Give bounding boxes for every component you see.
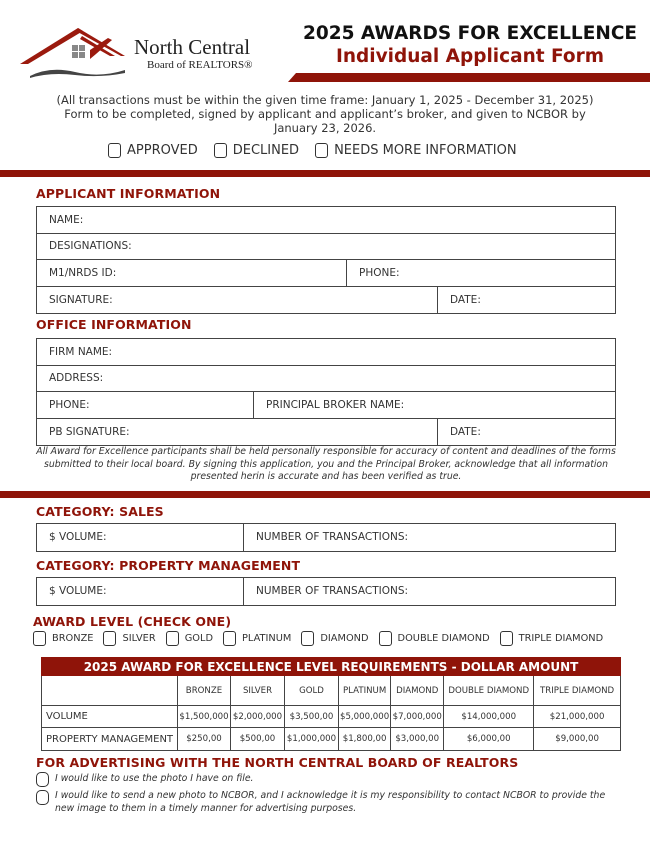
sales-table: [36, 523, 616, 552]
office-table: [36, 338, 616, 446]
status-options: [108, 143, 517, 158]
option-label: PLATINUM: [242, 633, 292, 644]
table-cell: $250,00: [178, 728, 231, 751]
form-title: 2025 AWARDS FOR EXCELLENCE: [302, 23, 638, 44]
sales-heading: CATEGORY: SALES: [36, 504, 164, 519]
triple-diamond-checkbox[interactable]: [500, 631, 604, 646]
table-cell: $1,500,000: [178, 706, 231, 728]
platinum-checkbox[interactable]: [223, 631, 291, 646]
nrds-id-field[interactable]: M1/NRDS ID:: [49, 266, 117, 279]
checkbox-icon[interactable]: [36, 790, 49, 805]
requirements-title: 2025 AWARD FOR EXCELLENCE LEVEL REQUIREMENTS - DOLLAR AMOUNT: [42, 658, 621, 676]
needs-info-checkbox[interactable]: [315, 143, 517, 158]
sales-transactions-field[interactable]: NUMBER OF TRANSACTIONS:: [243, 524, 615, 551]
blank-header: [42, 676, 178, 706]
bronze-checkbox[interactable]: [33, 631, 93, 646]
form-subtitle: Individual Applicant Form: [335, 46, 605, 67]
column-header: GOLD: [285, 676, 339, 706]
intro-line: Form to be completed, signed by applicant and applicant’s broker, and given to NCBOR by: [64, 107, 586, 121]
phone-field[interactable]: PHONE:: [346, 260, 615, 286]
table-header-row: [42, 676, 621, 706]
table-cell: $6,000,00: [444, 728, 534, 751]
gold-checkbox[interactable]: [166, 631, 213, 646]
option-label: DIAMOND: [320, 633, 369, 644]
double-diamond-checkbox[interactable]: [379, 631, 490, 646]
option-label: BRONZE: [52, 633, 94, 644]
broker-name-field[interactable]: PRINCIPAL BROKER NAME:: [253, 392, 615, 418]
applicant-table: [36, 206, 616, 314]
address-field[interactable]: ADDRESS:: [49, 372, 104, 385]
diamond-checkbox[interactable]: [301, 631, 368, 646]
declined-checkbox[interactable]: [214, 143, 299, 158]
sales-volume-field[interactable]: $ VOLUME:: [49, 531, 107, 544]
office-heading: OFFICE INFORMATION: [36, 317, 192, 332]
checkbox-icon[interactable]: [379, 631, 392, 646]
row-label: PROPERTY MANAGEMENT: [42, 728, 178, 751]
pm-transactions-field[interactable]: NUMBER OF TRANSACTIONS:: [243, 578, 615, 605]
checkbox-icon[interactable]: [223, 631, 236, 646]
checkbox-icon[interactable]: [166, 631, 179, 646]
award-heading: AWARD LEVEL (CHECK ONE): [33, 614, 232, 629]
option-label: SILVER: [122, 633, 156, 644]
option-label: GOLD: [184, 633, 213, 644]
approved-checkbox[interactable]: [108, 143, 198, 158]
checkbox-icon[interactable]: [36, 772, 49, 787]
office-date-field[interactable]: DATE:: [437, 419, 615, 446]
pm-heading: CATEGORY: PROPERTY MANAGEMENT: [36, 558, 301, 573]
column-header: DOUBLE DIAMOND: [444, 676, 534, 706]
signature-field[interactable]: SIGNATURE:: [49, 293, 113, 306]
option-label: DOUBLE DIAMOND: [397, 633, 490, 644]
applicant-heading: APPLICANT INFORMATION: [36, 186, 221, 201]
intro-line: (All transactions must be within the given time frame: January 1, 2025 - December 31, 2025): [56, 93, 594, 107]
logo: [20, 26, 280, 82]
pm-volume-field[interactable]: $ VOLUME:: [49, 585, 107, 598]
award-levels: [33, 631, 603, 646]
option-label: TRIPLE DIAMOND: [518, 633, 604, 644]
checkbox-icon[interactable]: [315, 143, 328, 158]
table-cell: $3,500,00: [285, 706, 339, 728]
table-row: [42, 706, 621, 728]
logo-name: North Central: [134, 35, 251, 59]
firm-name-field[interactable]: FIRM NAME:: [49, 345, 113, 358]
option-label: APPROVED: [127, 143, 198, 158]
option-label: NEEDS MORE INFORMATION: [334, 143, 517, 158]
header-bar: [288, 73, 650, 82]
column-header: DIAMOND: [391, 676, 444, 706]
row-label: VOLUME: [42, 706, 178, 728]
checkbox-icon[interactable]: [108, 143, 121, 158]
divider-band: [0, 491, 650, 498]
logo-subtitle: Board of REALTORS®: [147, 59, 253, 71]
column-header: TRIPLE DIAMOND: [534, 676, 621, 706]
option-label: DECLINED: [232, 143, 300, 158]
intro-line: January 23, 2026.: [273, 121, 377, 135]
designations-field[interactable]: DESIGNATIONS:: [49, 240, 132, 253]
checkbox-icon[interactable]: [500, 631, 513, 646]
table-cell: $1,000,000: [285, 728, 339, 751]
table-cell: $9,000,00: [534, 728, 621, 751]
photo-on-file-option[interactable]: [36, 772, 254, 787]
office-phone-field[interactable]: PHONE:: [49, 398, 90, 411]
pm-table: [36, 577, 616, 606]
checkbox-icon[interactable]: [214, 143, 227, 158]
table-cell: $14,000,000: [444, 706, 534, 728]
divider-band: [0, 170, 650, 177]
table-cell: $7,000,000: [391, 706, 444, 728]
option-label: I would like to send a new photo to NCBOR, and I acknowledge it is my responsibility to contact NCBOR to provide the new image to them in a timely manner for advertising purposes.: [55, 790, 606, 814]
date-field[interactable]: DATE:: [437, 287, 615, 314]
table-cell: $5,000,000: [339, 706, 391, 728]
house-logo-icon: [20, 26, 135, 82]
column-header: SILVER: [231, 676, 285, 706]
checkbox-icon[interactable]: [103, 631, 116, 646]
pb-signature-field[interactable]: PB SIGNATURE:: [49, 425, 130, 438]
table-cell: $500,00: [231, 728, 285, 751]
option-label: I would like to use the photo I have on file.: [55, 773, 254, 784]
column-header: BRONZE: [178, 676, 231, 706]
table-cell: $21,000,000: [534, 706, 621, 728]
column-header: PLATINUM: [339, 676, 391, 706]
checkbox-icon[interactable]: [33, 631, 46, 646]
intro-text: [0, 93, 650, 135]
advertising-heading: FOR ADVERTISING WITH THE NORTH CENTRAL BOARD OF REALTORS: [36, 755, 519, 770]
disclaimer: All Award for Excellence participants shall be held personally responsible for accuracy of content and deadlines of the forms submitted to their local board. By signing this application, you and the Principal Broker, acknowledge that all information presented herin is accurate and has been verified as true.: [36, 446, 616, 482]
requirements-table: [41, 657, 621, 751]
table-cell: $3,000,00: [391, 728, 444, 751]
table-row: [42, 728, 621, 751]
table-cell: $2,000,000: [231, 706, 285, 728]
silver-checkbox[interactable]: [103, 631, 155, 646]
checkbox-icon[interactable]: [301, 631, 314, 646]
table-cell: $1,800,00: [339, 728, 391, 751]
name-field[interactable]: NAME:: [49, 213, 84, 226]
new-photo-option[interactable]: [36, 790, 616, 815]
